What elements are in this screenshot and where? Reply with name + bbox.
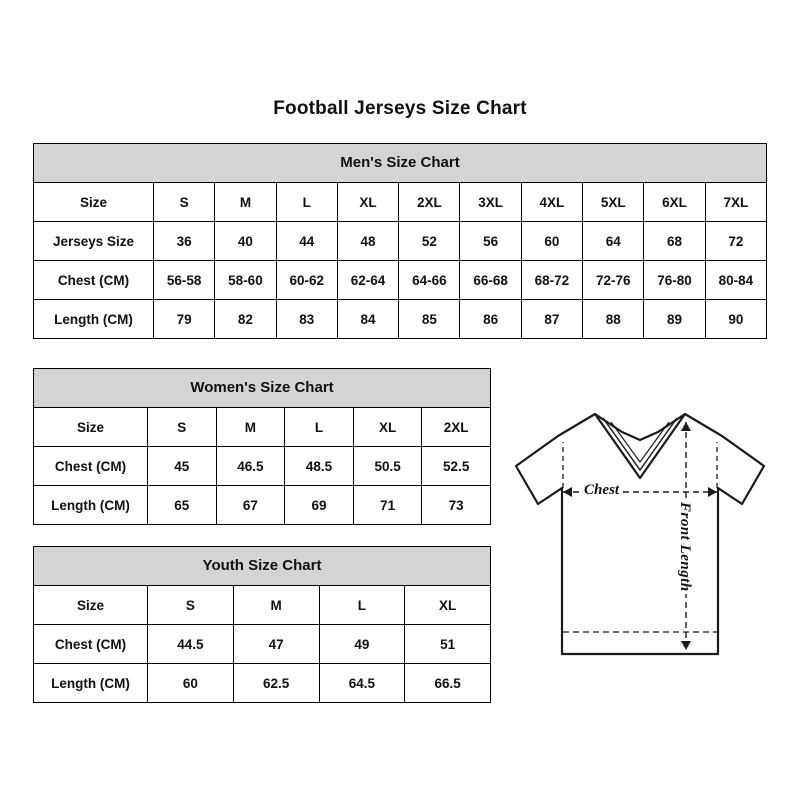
table-cell: 51 (405, 625, 491, 664)
table-cell: 49 (319, 625, 405, 664)
table-cell: 73 (422, 486, 491, 525)
table-cell: M (216, 408, 285, 447)
mens-size-chart-section (33, 143, 767, 339)
table-cell: 60 (148, 664, 234, 703)
table-cell: 79 (154, 300, 215, 339)
row-label: Chest (CM) (34, 261, 154, 300)
table-cell: 4XL (521, 183, 582, 222)
table-cell: 50.5 (353, 447, 422, 486)
row-label: Size (34, 183, 154, 222)
table-cell: 86 (460, 300, 521, 339)
jersey-measurement-diagram (500, 392, 790, 692)
table-cell: S (148, 586, 234, 625)
table-cell: 56 (460, 222, 521, 261)
table-cell: L (319, 586, 405, 625)
table-row (34, 486, 491, 525)
row-label: Length (CM) (34, 664, 148, 703)
table-cell: 3XL (460, 183, 521, 222)
row-label: Chest (CM) (34, 447, 148, 486)
table-cell: 85 (399, 300, 460, 339)
table-cell: 69 (285, 486, 354, 525)
table-cell: 64 (583, 222, 644, 261)
table-cell: 5XL (583, 183, 644, 222)
row-label: Size (34, 408, 148, 447)
table-cell: 45 (148, 447, 217, 486)
table-cell: 71 (353, 486, 422, 525)
table-cell: L (276, 183, 337, 222)
youth-size-table-caption: Youth Size Chart (33, 546, 491, 585)
tshirt-outline-icon (500, 392, 790, 682)
table-cell: 6XL (644, 183, 705, 222)
table-cell: 72 (705, 222, 766, 261)
table-cell: XL (353, 408, 422, 447)
front-length-measure-label: Front Length (677, 502, 693, 592)
table-cell: 2XL (422, 408, 491, 447)
table-cell: 52.5 (422, 447, 491, 486)
table-cell: 64-66 (399, 261, 460, 300)
womens-size-table-caption: Women's Size Chart (33, 368, 491, 407)
table-cell: 44.5 (148, 625, 234, 664)
table-row (34, 300, 767, 339)
table-cell: 67 (216, 486, 285, 525)
table-cell: 68 (644, 222, 705, 261)
table-cell: 90 (705, 300, 766, 339)
table-cell: 80-84 (705, 261, 766, 300)
table-cell: S (148, 408, 217, 447)
row-label: Chest (CM) (34, 625, 148, 664)
table-cell: 72-76 (583, 261, 644, 300)
table-cell: 2XL (399, 183, 460, 222)
table-cell: 52 (399, 222, 460, 261)
table-cell: 89 (644, 300, 705, 339)
table-cell: 60 (521, 222, 582, 261)
row-label: Size (34, 586, 148, 625)
youth-size-chart-section (33, 546, 491, 703)
table-cell: 66-68 (460, 261, 521, 300)
table-row (34, 447, 491, 486)
table-cell: 46.5 (216, 447, 285, 486)
table-cell: 60-62 (276, 261, 337, 300)
table-cell: 62-64 (337, 261, 398, 300)
mens-size-table (33, 143, 767, 339)
table-row (34, 586, 491, 625)
table-cell: 64.5 (319, 664, 405, 703)
table-cell: 68-72 (521, 261, 582, 300)
table-cell: L (285, 408, 354, 447)
table-cell: 65 (148, 486, 217, 525)
womens-size-chart-section (33, 368, 491, 525)
table-cell: 40 (215, 222, 276, 261)
page-title: Football Jerseys Size Chart (273, 98, 527, 119)
table-row (34, 222, 767, 261)
row-label: Length (CM) (34, 486, 148, 525)
table-cell: 56-58 (154, 261, 215, 300)
row-label: Length (CM) (34, 300, 154, 339)
youth-size-table (33, 546, 491, 703)
table-row (34, 625, 491, 664)
table-cell: 44 (276, 222, 337, 261)
table-cell: 36 (154, 222, 215, 261)
womens-size-table (33, 368, 491, 525)
row-label: Jerseys Size (34, 222, 154, 261)
table-row (34, 183, 767, 222)
table-cell: XL (405, 586, 491, 625)
table-row (34, 664, 491, 703)
table-row (34, 261, 767, 300)
table-cell: 76-80 (644, 261, 705, 300)
table-cell: 87 (521, 300, 582, 339)
mens-size-table-caption: Men's Size Chart (33, 143, 767, 182)
table-cell: 88 (583, 300, 644, 339)
chest-measure-label: Chest (584, 482, 620, 498)
table-cell: 7XL (705, 183, 766, 222)
table-cell: 48.5 (285, 447, 354, 486)
table-cell: 83 (276, 300, 337, 339)
table-cell: 62.5 (233, 664, 319, 703)
table-cell: M (215, 183, 276, 222)
table-cell: 58-60 (215, 261, 276, 300)
table-cell: 84 (337, 300, 398, 339)
table-cell: 47 (233, 625, 319, 664)
table-cell: S (154, 183, 215, 222)
table-row (34, 408, 491, 447)
table-cell: 66.5 (405, 664, 491, 703)
table-cell: 48 (337, 222, 398, 261)
table-cell: M (233, 586, 319, 625)
table-cell: 82 (215, 300, 276, 339)
table-cell: XL (337, 183, 398, 222)
